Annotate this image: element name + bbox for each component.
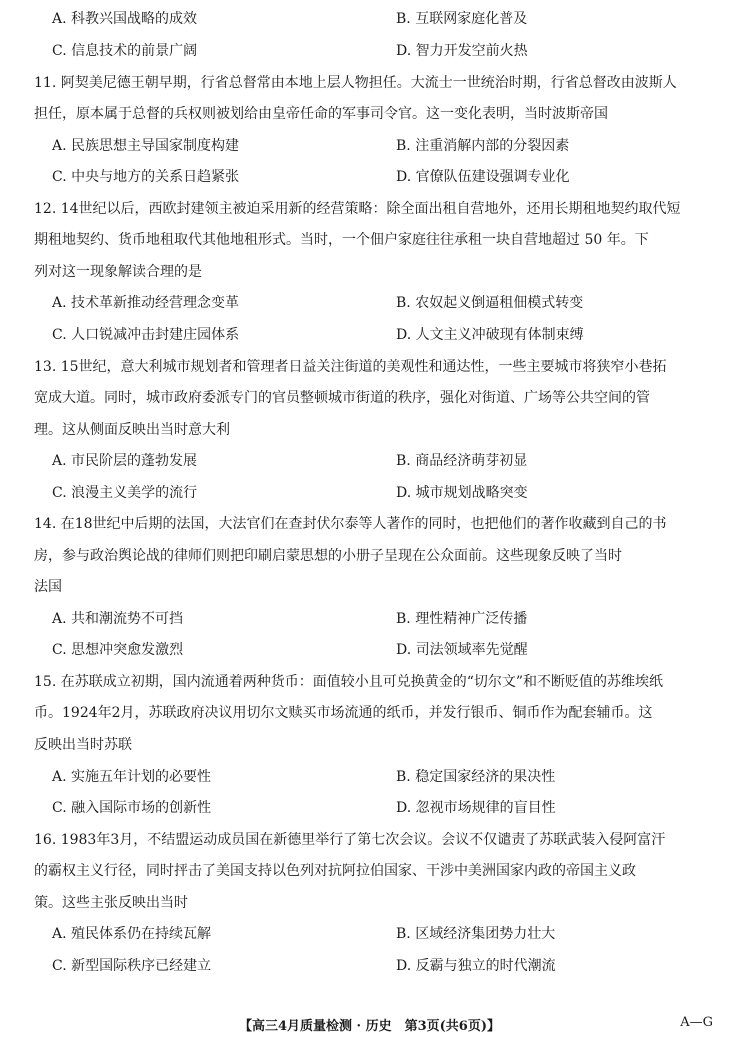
page-footer xyxy=(0,1015,739,1035)
q11-option-a: A. 民族思想主导国家制度构建 xyxy=(52,138,240,154)
q16-option-c: C. 新型国际秩序已经建立 xyxy=(52,958,212,974)
q10-option-a: A. 科教兴国战略的成效 xyxy=(52,11,198,27)
q12-stem-line-1: 12. 14世纪以后，西欧封建领主被迫采用新的经营策略：除全面出租自营地外，还用长期租地契约取代短 xyxy=(34,201,681,217)
q10-option-d: D. 智力开发空前火热 xyxy=(396,43,528,59)
q14-stem-line-2: 房，参与政治舆论战的律师们则把印刷启蒙思想的小册子呈现在公众面前。这些现象反映了当时 xyxy=(34,548,622,564)
q15-option-a: A. 实施五年计划的必要性 xyxy=(52,769,212,785)
q12-option-b: B. 农奴起义倒逼租佃模式转变 xyxy=(396,295,584,311)
q13-stem-line-3: 理。这从侧面反映出当时意大利 xyxy=(34,422,230,438)
q14-option-b: B. 理性精神广泛传播 xyxy=(396,611,528,627)
q12-stem-line-2: 期租地契约、货币地租取代其他地租形式。当时，一个佃户家庭往往承租一块自营地超过 50 年。下 xyxy=(34,232,649,248)
q16-stem-line-2: 的霸权主义行径，同时抨击了美国支持以色列对抗阿拉伯国家、干涉中美洲国家内政的帝国主义政 xyxy=(34,863,636,879)
footer-title: 【高三4月质量检测 · 历史 第3页(共6页)】 xyxy=(238,1019,501,1034)
q12-option-c: C. 人口锐减冲击封建庄园体系 xyxy=(52,327,240,343)
q12-option-a: A. 技术革新推动经营理念变革 xyxy=(52,295,240,311)
q14-option-a: A. 共和潮流势不可挡 xyxy=(52,611,184,627)
q10-option-c: C. 信息技术的前景广阔 xyxy=(52,43,198,59)
q12-option-d: D. 人文主义冲破现有体制束缚 xyxy=(396,327,584,343)
q15-option-c: C. 融入国际市场的创新性 xyxy=(52,800,212,816)
q15-stem-line-3: 反映出当时苏联 xyxy=(34,737,132,753)
q16-option-a: A. 殖民体系仍在持续瓦解 xyxy=(52,926,212,942)
q15-stem-line-2: 币。1924年2月，苏联政府决议用切尔文赎买市场流通的纸币，并发行银币、铜币作为配套辅币。这 xyxy=(34,705,653,721)
q13-option-d: D. 城市规划战略突变 xyxy=(396,485,528,501)
q14-option-d: D. 司法领域率先觉醒 xyxy=(396,642,528,658)
q15-stem-line-1: 15. 在苏联成立初期，国内流通着两种货币：面值较小且可兑换黄金的“切尔文”和不断贬值的苏维埃纸 xyxy=(34,674,664,690)
q11-option-b: B. 注重消解内部的分裂因素 xyxy=(396,138,570,154)
q12-stem-line-3: 列对这一现象解读合理的是 xyxy=(34,264,202,280)
q13-stem-line-2: 宽成大道。同时，城市政府委派专门的官员整顿城市街道的秩序，强化对街道、广场等公共空间的管 xyxy=(34,390,650,406)
q11-stem-line-2: 担任，原本属于总督的兵权则被划给由皇帝任命的军事司令官。这一变化表明，当时波斯帝国 xyxy=(34,106,608,122)
q13-option-b: B. 商品经济萌芽初显 xyxy=(396,453,528,469)
q13-option-c: C. 浪漫主义美学的流行 xyxy=(52,485,198,501)
q16-stem-line-3: 策。这些主张反映出当时 xyxy=(34,895,188,911)
q14-option-c: C. 思想冲突愈发激烈 xyxy=(52,642,184,658)
q16-option-b: B. 区域经济集团势力壮大 xyxy=(396,926,556,942)
q15-option-b: B. 稳定国家经济的果决性 xyxy=(396,769,556,785)
q15-option-d: D. 忽视市场规律的盲目性 xyxy=(396,800,556,816)
q13-option-a: A. 市民阶层的蓬勃发展 xyxy=(52,453,198,469)
q14-stem-line-3: 法国 xyxy=(34,579,62,595)
q10-option-b: B. 互联网家庭化普及 xyxy=(396,11,528,27)
q16-stem-line-1: 16. 1983年3月，不结盟运动成员国在新德里举行了第七次会议。会议不仅谴责了苏联武装入侵阿富汗 xyxy=(34,832,666,848)
q11-option-d: D. 官僚队伍建设强调专业化 xyxy=(396,169,570,185)
paper-code: A—G xyxy=(680,1015,713,1030)
q13-stem-line-1: 13. 15世纪，意大利城市规划者和管理者日益关注街道的美观性和通达性，一些主要城市将狭窄小巷拓 xyxy=(34,359,667,375)
q11-stem-line-1: 11. 阿契美尼德王朝早期，行省总督常由本地上层人物担任。大流士一世统治时期，行省总督改由波斯人 xyxy=(34,75,677,91)
q11-option-c: C. 中央与地方的关系日趋紧张 xyxy=(52,169,240,185)
q16-option-d: D. 反霸与独立的时代潮流 xyxy=(396,958,556,974)
q14-stem-line-1: 14. 在18世纪中后期的法国，大法官们在查封伏尔泰等人著作的同时，也把他们的著作收藏到自己的书 xyxy=(34,516,667,532)
